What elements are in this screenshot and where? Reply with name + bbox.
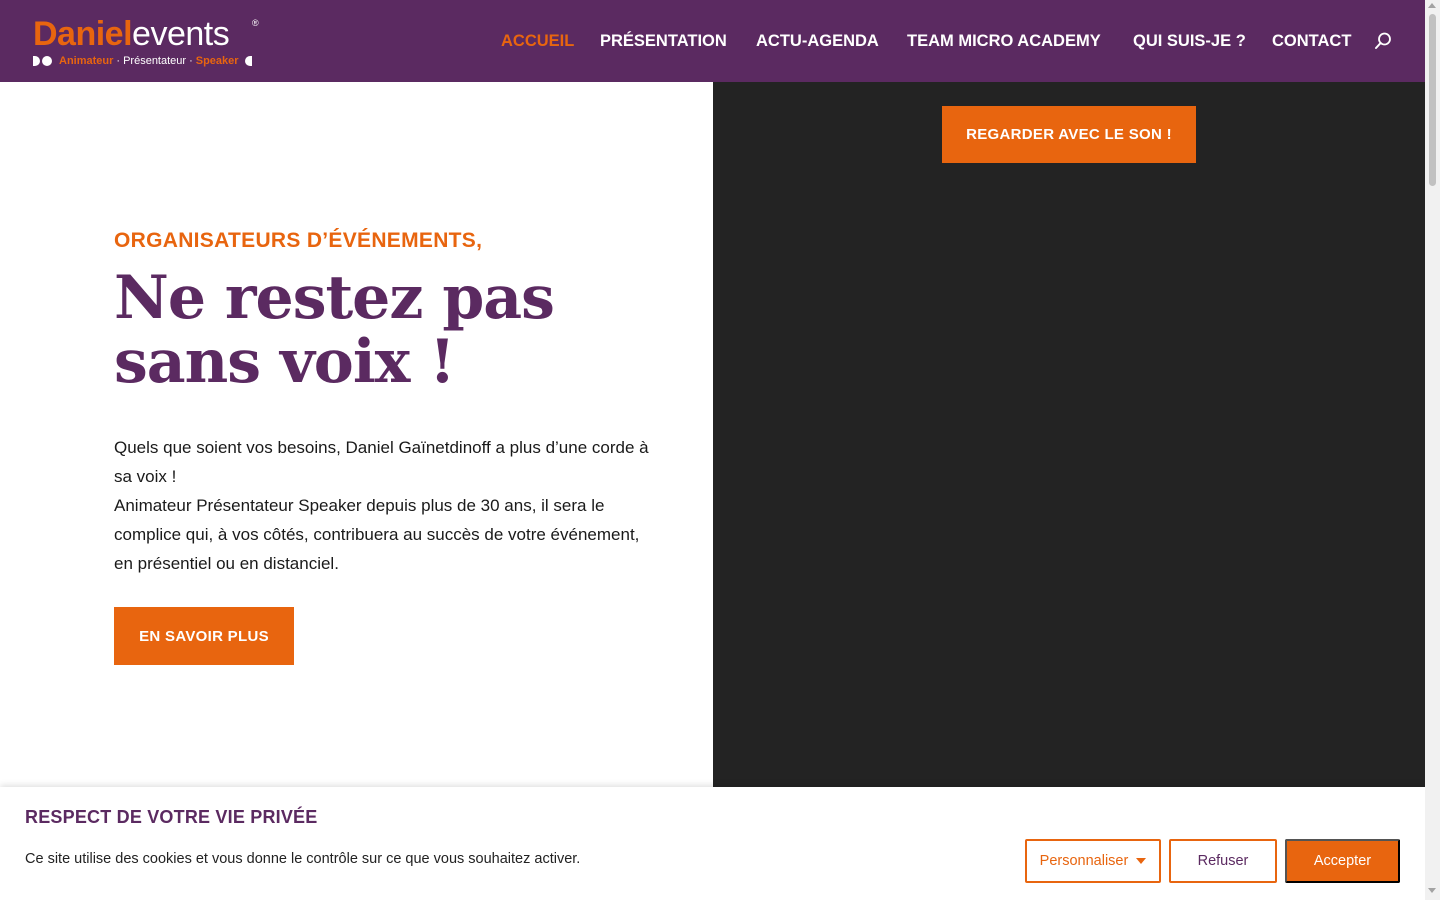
- logo-circle-icon: [42, 56, 52, 66]
- customize-button[interactable]: [1025, 839, 1161, 883]
- page-scrollbar[interactable]: [1425, 0, 1440, 900]
- watch-with-sound-button[interactable]: REGARDER AVEC LE SON !: [942, 106, 1196, 163]
- nav-item-presentation[interactable]: PRÉSENTATION: [600, 32, 727, 50]
- logo-tagline-word: Présentateur: [123, 55, 187, 67]
- logo-tagline-word: Speaker: [195, 55, 239, 67]
- cookie-banner: [0, 787, 1425, 900]
- logo-tagline-word: Animateur: [59, 55, 114, 67]
- hero-kicker: ORGANISATEURS D’ÉVÉNEMENTS,: [114, 229, 483, 252]
- refuse-button[interactable]: Refuser: [1169, 839, 1277, 883]
- en-savoir-plus-button[interactable]: EN SAVOIR PLUS: [114, 607, 294, 665]
- cookie-banner-text: Ce site utilise des cookies et vous donne le contrôle sur ce que vous souhaitez activer.: [25, 851, 581, 867]
- scrollbar-thumb[interactable]: [1429, 14, 1436, 186]
- nav-item-accueil[interactable]: ACCUEIL: [501, 32, 575, 50]
- hero-section: [0, 82, 713, 787]
- logo-half-circle-icon: [245, 56, 252, 66]
- logo[interactable]: [33, 14, 265, 70]
- nav-item-contact[interactable]: CONTACT: [1272, 32, 1352, 50]
- cookie-banner-title: RESPECT DE VOTRE VIE PRIVÉE: [25, 807, 318, 827]
- nav-item-actu-agenda[interactable]: ACTU-AGENDA: [756, 32, 879, 50]
- logo-tagline-separator: ·: [116, 55, 121, 67]
- search-icon[interactable]: [1374, 32, 1392, 50]
- nav-item-team-micro-academy[interactable]: TEAM MICRO ACADEMY: [907, 32, 1101, 50]
- hero-paragraph: Animateur Présentateur Speaker depuis plus de 30 ans, il sera le complice qui, à vos côtés, contribuera au succès de votre événement, en présentiel ou en distanciel.: [114, 496, 640, 573]
- logo-registered-mark: ®: [252, 18, 259, 28]
- logo-events: events: [132, 15, 230, 53]
- hero-description: [114, 433, 654, 578]
- video-panel[interactable]: [713, 82, 1425, 787]
- site-header: [0, 0, 1425, 82]
- logo-wordmark: [33, 14, 229, 54]
- hero-paragraph: Quels que soient vos besoins, Daniel Gaïnetdinoff a plus d’une corde à sa voix !: [114, 438, 649, 486]
- logo-half-circle-icon: [33, 56, 40, 66]
- accept-button[interactable]: Accepter: [1285, 839, 1400, 883]
- caret-down-icon: [1136, 858, 1146, 864]
- scroll-down-arrow-icon[interactable]: [1428, 888, 1436, 893]
- logo-tagline-separator: ·: [189, 55, 193, 67]
- customize-button-label: Personnaliser: [1039, 853, 1129, 869]
- scroll-up-arrow-icon[interactable]: [1428, 3, 1436, 8]
- hero-headline: Ne restez pas sans voix !: [114, 263, 554, 397]
- nav-item-qui-suis-je[interactable]: QUI SUIS-JE ?: [1133, 32, 1246, 50]
- logo-tagline: [33, 54, 252, 68]
- logo-daniel: Daniel: [33, 15, 133, 53]
